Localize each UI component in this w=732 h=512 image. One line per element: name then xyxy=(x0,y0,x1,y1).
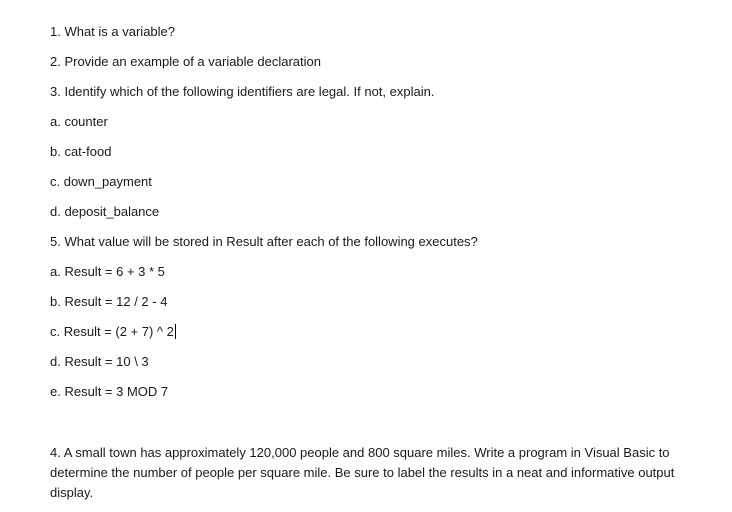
expression-d: d. Result = 10 \ 3 xyxy=(50,354,149,369)
question-4-paragraph: 4. A small town has approximately 120,000 people and 800 square miles. Write a program in Visual Basic to determine the number of people per square mile. Be sure to label the results in a neat and informative output display. xyxy=(50,445,675,500)
question-2: 2. Provide an example of a variable declaration xyxy=(50,54,321,69)
expression-e: e. Result = 3 MOD 7 xyxy=(50,384,169,399)
identifier-c: c. down_payment xyxy=(50,174,152,189)
question-3: 3. Identify which of the following identifiers are legal. If not, explain. xyxy=(50,84,435,99)
question-1: 1. What is a variable? xyxy=(50,24,176,39)
expression-a: a. Result = 6 + 3 * 5 xyxy=(50,264,165,279)
identifier-a: a. counter xyxy=(50,114,108,129)
text-cursor xyxy=(175,324,176,339)
expression-c-row xyxy=(50,324,176,340)
expression-c: c. Result = (2 + 7) ^ 2 xyxy=(50,324,174,339)
identifier-d: d. deposit_balance xyxy=(50,204,160,219)
question-5: 5. What value will be stored in Result after each of the following executes? xyxy=(50,234,478,249)
expression-b: b. Result = 12 / 2 - 4 xyxy=(50,294,168,309)
identifier-b: b. cat-food xyxy=(50,144,112,159)
